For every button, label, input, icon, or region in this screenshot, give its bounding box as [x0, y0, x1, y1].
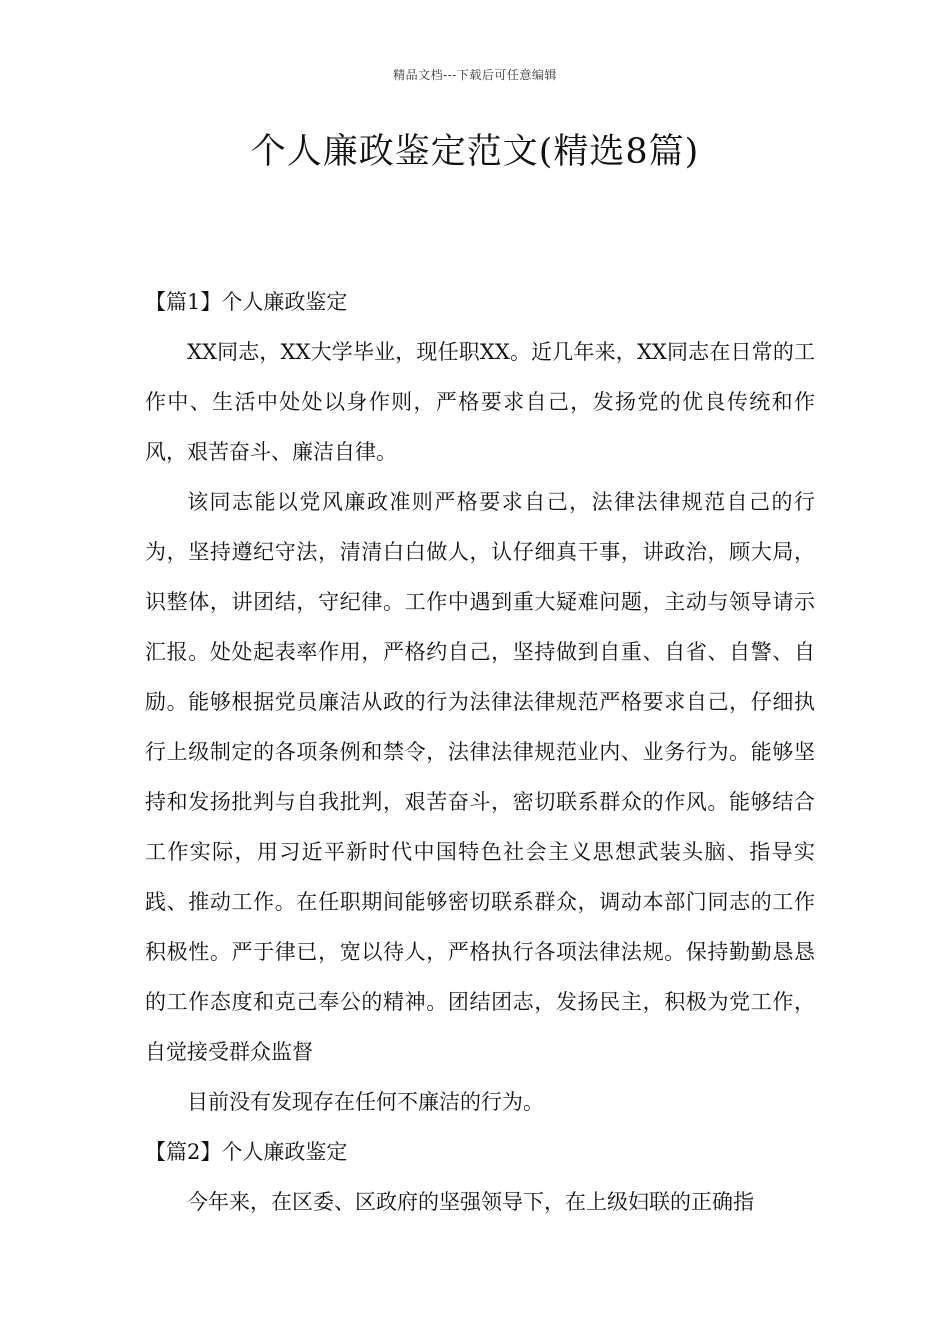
paragraph: 目前没有发现存在任何不廉洁的行为。 — [187, 1090, 544, 1114]
document-body — [145, 277, 815, 1227]
paragraph: XX同志，XX大学毕业，现任职XX。近几年来，XX同志在日常的工作中、生活中处处以身作则，严格要求自己，发扬党的优良传统和作风，艰苦奋斗、廉洁自律。 — [145, 340, 815, 464]
section-heading: 【篇2】个人廉政鉴定 — [145, 1140, 348, 1164]
paragraph: 该同志能以党风廉政准则严格要求自己，法律法律规范自己的行为，坚持遵纪守法，清清白白做人，认仔细真干事，讲政治，顾大局，识整体，讲团结，守纪律。工作中遇到重大疑难问题，主动与领导请示汇报。处处起表率作用，严格约自己，坚持做到自重、自省、自警、自励。能够根据党员廉洁从政的行为法律法律规范严格要求自己，仔细执行上级制定的各项条例和禁令，法律法律规范业内、业务行为。能够坚持和发扬批判与自我批判，艰苦奋斗，密切联系群众的作风。能够结合工作实际，用习近平新时代中国特色社会主义思想武装头脑、指导实践、推动工作。在任职期间能够密切联系群众，调动本部门同志的工作积极性。严于律已，宽以待人，严格执行各项法律法规。保持勤勤恳恳的工作态度和克己奉公的精神。团结团志，发扬民主，积极为党工作，自觉接受群众监督 — [145, 490, 815, 1064]
document-title: 个人廉政鉴定范文(精选8篇) — [250, 132, 700, 172]
header-note: 精品文档---下载后可任意编辑 — [393, 68, 557, 82]
paragraph: 今年来，在区委、区政府的坚强领导下，在上级妇联的正确指 — [187, 1190, 754, 1214]
section-heading: 【篇1】个人廉政鉴定 — [145, 290, 348, 314]
